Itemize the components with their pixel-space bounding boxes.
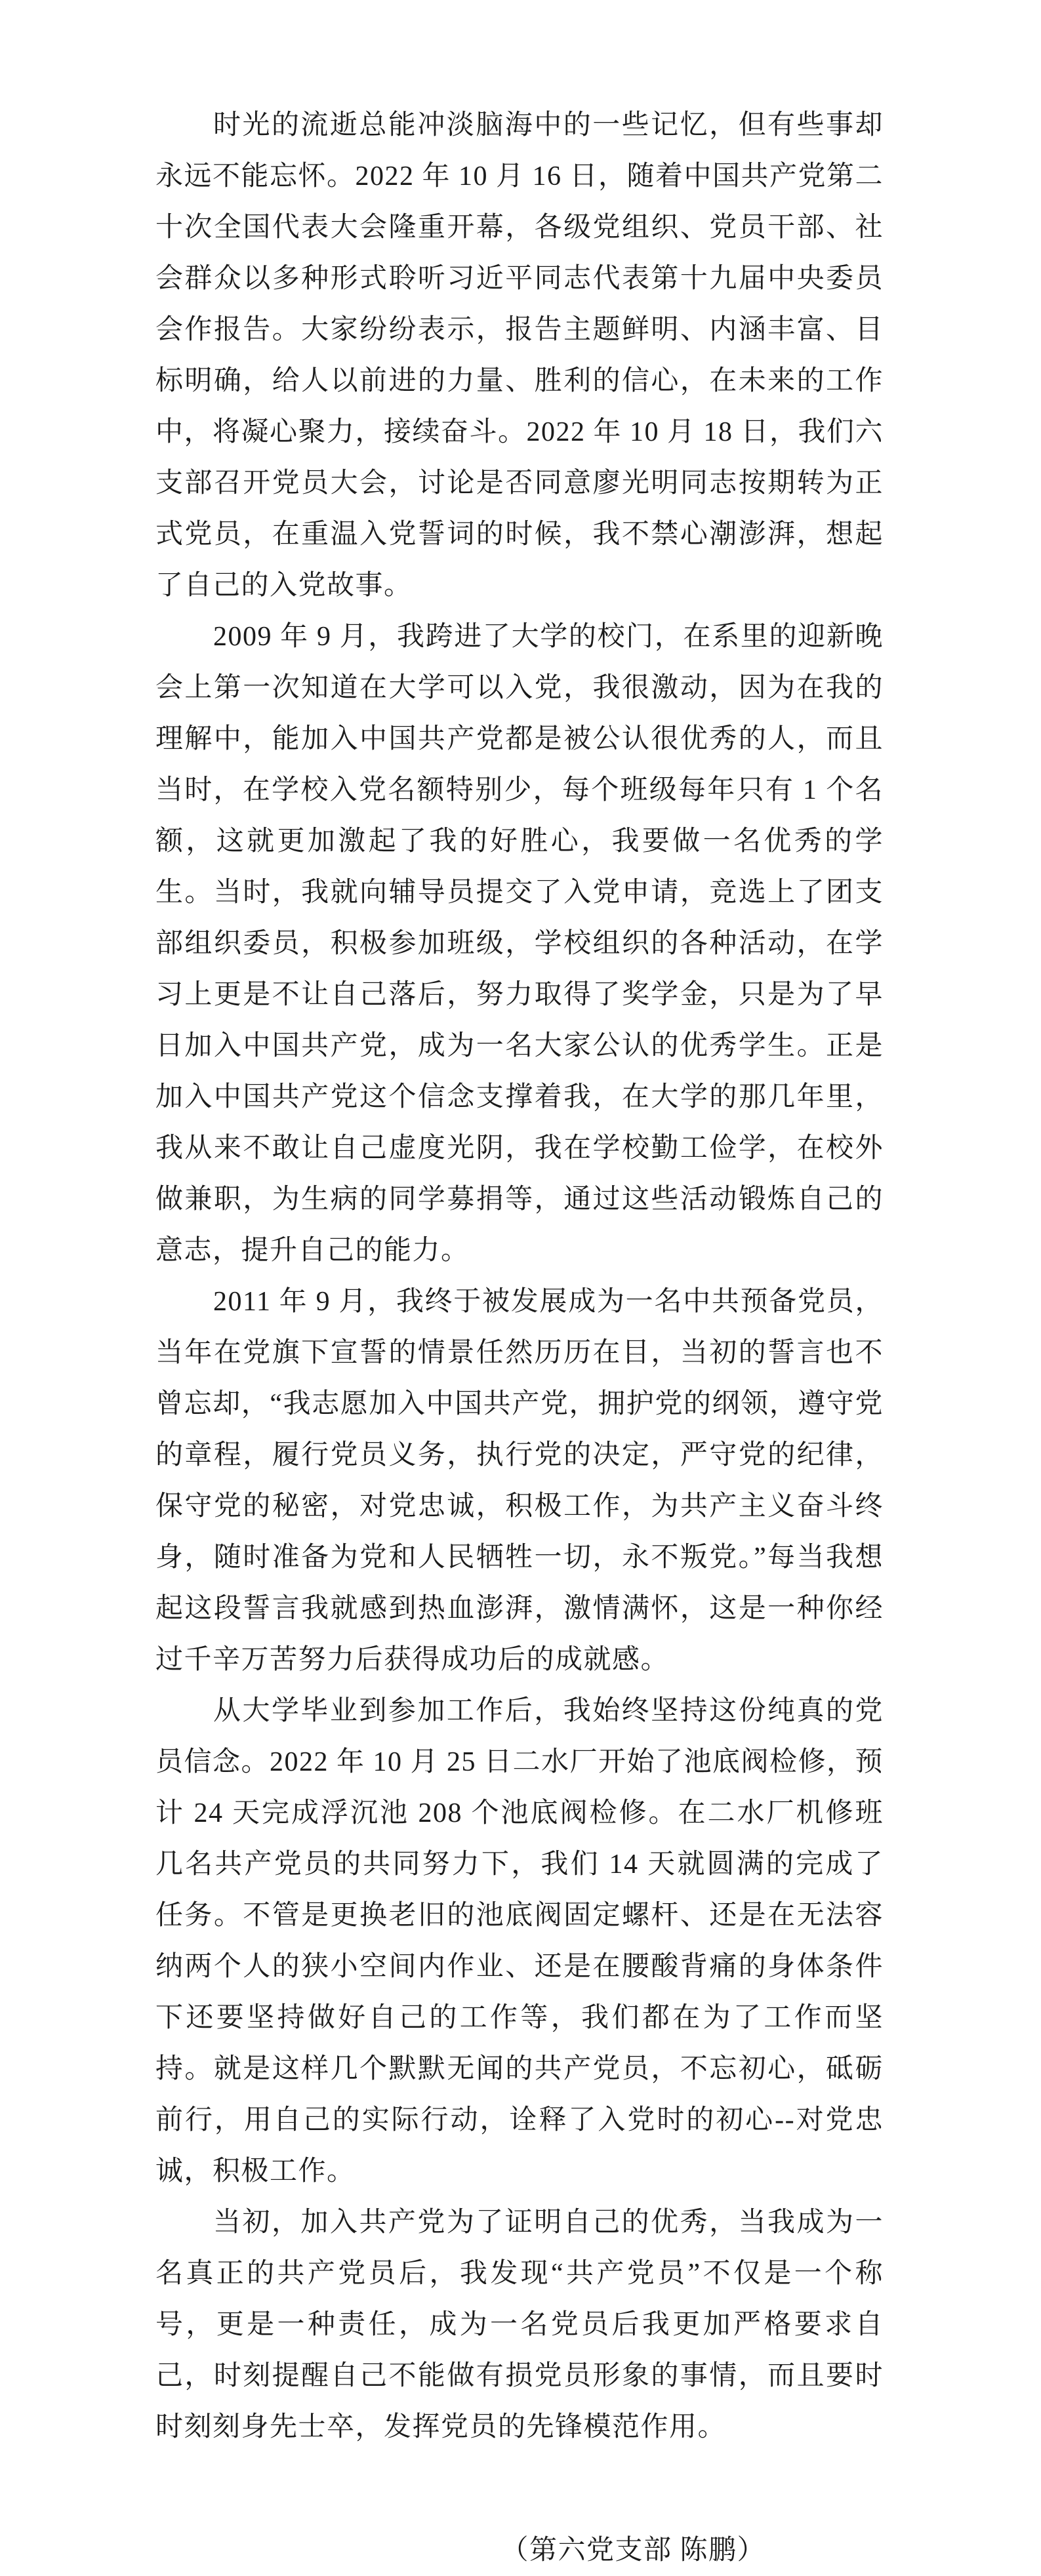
paragraph-3: 2011 年 9 月，我终于被发展成为一名中共预备党员，当年在党旗下宣誓的情景任然历历在目，当初的誓言也不曾忘却，“我志愿加入中国共产党，拥护党的纲领，遵守党的章程，履行党员义务，执行党的决定，严守党的纪律，保守党的秘密，对党忠诚，积极工作，为共产主义奋斗终身，随时准备为党和人民牺牲一切，永不叛党。”每当我想起这段誓言我就感到热血澎湃，激情满怀，这是一种你经过千辛万苦努力后获得成功后的成就感。: [155, 1287, 884, 1675]
signature: （第六党支部 陈鹏）: [500, 2535, 765, 2566]
paragraph-2: 2009 年 9 月，我跨进了大学的校门，在系里的迎新晚会上第一次知道在大学可以入党，我很激动，因为在我的理解中，能加入中国共产党都是被公认很优秀的人，而且当时，在学校入党名额特别少，每个班级每年只有 1 个名额，这就更加激起了我的好胜心，我要做一名优秀的学生。当时，我就向辅导员提交了入党申请，竞选上了团支部组织委员，积极参加班级，学校组织的各种活动，在学习上更是不让自己落后，努力取得了奖学金，只是为了早日加入中国共产党，成为一名大家公认的优秀学生。正是加入中国共产党这个信念支撑着我，在大学的那几年里，我从来不敢让自己虚度光阴，我在学校勤工俭学，在校外做兼职，为生病的同学募捐等，通过这些活动锻炼自己的意志，提升自己的能力。: [155, 622, 884, 1266]
paragraph-5: 当初，加入共产党为了证明自己的优秀，当我成为一名真正的共产党员后，我发现“共产党员”不仅是一个称号，更是一种责任，成为一名党员后我更加严格要求自己，时刻提醒自己不能做有损党员形象的事情，而且要时时刻刻身先士卒，发挥党员的先锋模范作用。: [155, 2207, 884, 2442]
paragraph-4: 从大学毕业到参加工作后，我始终坚持这份纯真的党员信念。2022 年 10 月 25 日二水厂开始了池底阀检修，预计 24 天完成浮沉池 208 个池底阀检修。在二水厂机修班几名共产党员的共同努力下，我们 14 天就圆满的完成了任务。不管是更换老旧的池底阀固定螺杆、还是在无法容纳两个人的狭小空间内作业、还是在腰酸背痛的身体条件下还要坚持做好自己的工作等，我们都在为了工作而坚持。就是这样几个默默无闻的共产党员，不忘初心，砥砺前行，用自己的实际行动，诠释了入党时的初心--对党忠诚，积极工作。: [155, 1696, 884, 2186]
paragraph-1: 时光的流逝总能冲淡脑海中的一些记忆，但有些事却永远不能忘怀。2022 年 10 月 16 日，随着中国共产党第二十次全国代表大会隆重开幕，各级党组织、党员干部、社会群众以多种形式聆听习近平同志代表第十九届中央委员会作报告。大家纷纷表示，报告主题鲜明、内涵丰富、目标明确，给人以前进的力量、胜利的信心，在未来的工作中，将凝心聚力，接续奋斗。2022 年 10 月 18 日，我们六支部召开党员大会，讨论是否同意廖光明同志按期转为正式党员，在重温入党誓词的时候，我不禁心潮澎湃，想起了自己的入党故事。: [155, 110, 884, 601]
